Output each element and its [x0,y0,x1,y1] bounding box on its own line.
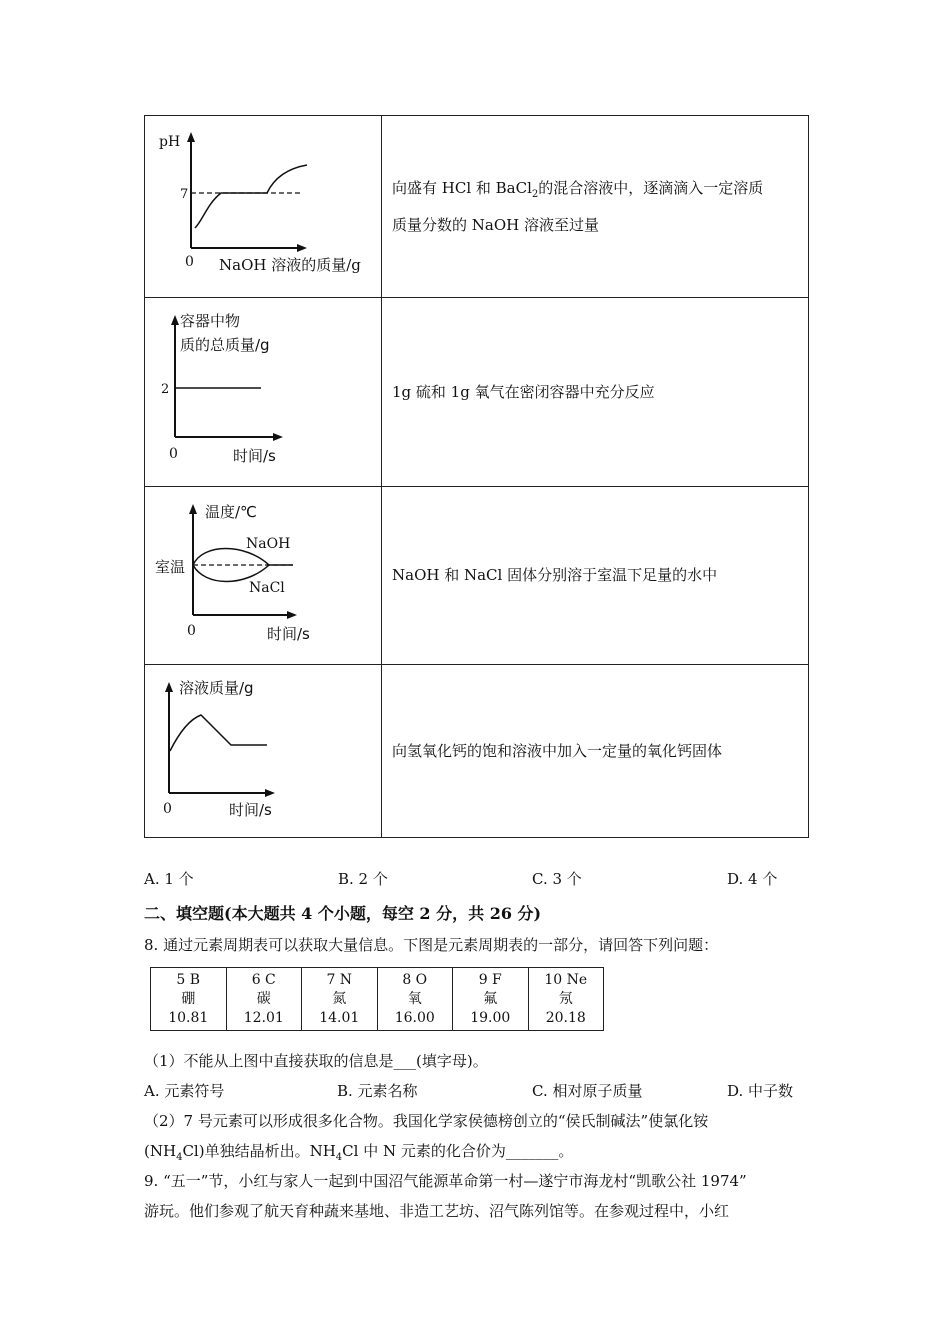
q8-stem: 8. 通过元素周期表可以获取大量信息。下图是元素周期表的一部分，请回答下列问题： [144,936,719,954]
mass-origin: 0 [169,446,178,463]
element-o: 8 O 氧 16.00 [377,968,453,1031]
q8-sub1: （1）不能从上图中直接获取的信息是___(填字母)。 [144,1052,488,1070]
option-c: C. 3 个 [532,870,582,888]
ph-y-label: pH [159,134,181,150]
option-d: D. 4 个 [727,870,778,888]
ph-origin: 0 [185,254,194,270]
element-b: 5 B 硼 10.81 [151,968,227,1031]
q8-choice-c: C. 相对原子质量 [532,1082,643,1100]
solution-mass-graph [145,665,381,838]
graph-cell-mass [145,298,382,486]
q8-choice-a: A. 元素符号 [144,1082,225,1100]
mass-graph [145,298,381,486]
desc1-sub: 2 [531,189,539,201]
description-1 [382,116,809,298]
description-3: NaOH 和 NaCl 固体分别溶于室温下足量的水中 [382,486,809,664]
mass-y-label-2: 质的总质量/g [180,336,270,355]
mass-x-label: 时间/s [233,447,276,466]
q8-sub2-line1: （2）7 号元素可以形成很多化合物。我国化学家侯德榜创立的“侯氏制碱法”使氯化铵 [144,1112,709,1130]
desc1-part-b: 的混合溶液中，逐滴滴入一定溶质 [538,179,764,198]
solution-x-label: 时间/s [229,800,272,819]
description-4: 向氢氧化钙的饱和溶液中加入一定量的氧化钙固体 [382,664,809,837]
section-title: 二、填空题(本大题共 4 个小题，每空 2 分，共 26 分) [144,904,542,923]
q8-choice-b: B. 元素名称 [337,1082,418,1100]
q8-sub2-line2: $(NH_4Cl)$单独结晶析出。$NH_4Cl$ 中 N 元素的化合价为_______。 [144,1142,574,1163]
element-c: 6 C 碳 12.01 [226,968,302,1031]
ph-graph [145,116,381,298]
question-7-table [144,115,809,838]
mass-tick-2: 2 [161,382,170,398]
nacl-curve-label: NaCl [249,579,285,596]
mass-y-label-1: 容器中物 [180,312,241,331]
temperature-graph [145,487,381,665]
temp-x-label: 时间/s [267,624,310,643]
element-n: 7 N 氮 14.01 [302,968,378,1031]
option-b: B. 2 个 [338,870,388,888]
naoh-curve-label: NaOH [246,535,291,552]
ph-tick-7: 7 [180,187,189,202]
q8-choice-d: D. 中子数 [727,1082,794,1100]
q9-line2: 游玩。他们参观了航天育种蔬来基地、非造工艺坊、沼气陈列馆等。在参观过程中，小红 [144,1202,730,1220]
graph-cell-temperature [145,486,382,664]
element-f: 9 F 氟 19.00 [453,968,529,1031]
graph-cell-ph [145,116,382,298]
option-a: A. 1 个 [144,870,194,888]
ph-x-label: NaOH 溶液的质量/g [219,256,361,274]
graph-cell-solution-mass [145,664,382,837]
solution-y-label: 溶液质量/g [179,678,254,697]
desc1-part-a: 向盛有 HCl 和 BaCl [392,179,532,198]
room-temp-label: 室温 [155,557,186,576]
desc1-part-c: 质量分数的 NaOH 溶液至过量 [392,216,599,235]
q9-line1: 9. “五一”节，小红与家人一起到中国沼气能源革命第一村—遂宁市海龙村“凯歌公社 1974” [144,1172,747,1190]
temp-origin: 0 [187,622,196,639]
description-2: 1g 硫和 1g 氧气在密闭容器中充分反应 [382,298,809,486]
periodic-table-fragment [150,967,604,1031]
temp-y-label: 温度/℃ [205,502,257,521]
solution-origin: 0 [163,800,172,817]
element-ne: 10 Ne 氖 20.18 [528,968,604,1031]
